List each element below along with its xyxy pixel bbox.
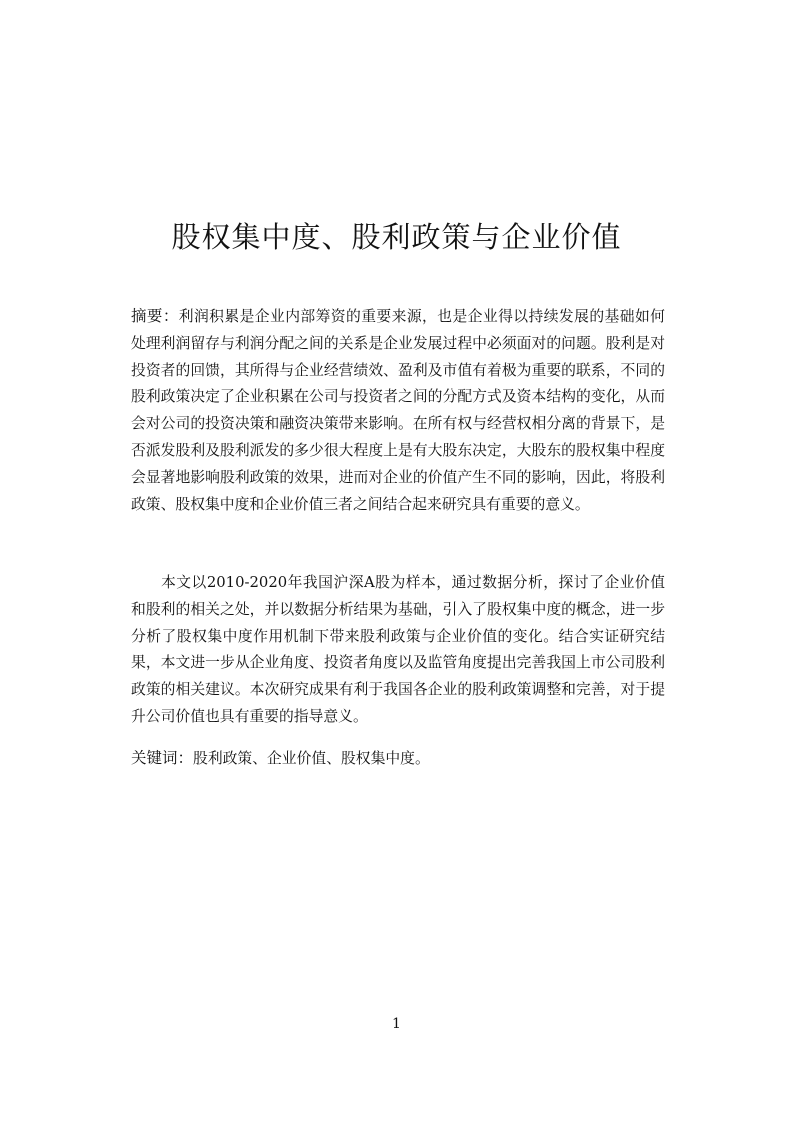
keywords-label: 关键词： — [131, 749, 194, 767]
page-number: 1 — [392, 1016, 401, 1032]
keywords-text: 股利政策、企业价值、股权集中度。 — [193, 750, 430, 767]
abstract-paragraph — [131, 303, 665, 518]
abstract-paragraph-2: 本文以2010-2020年我国沪深A股为样本，通过数据分析，探讨了企业价值和股利的相关之处，并以数据分析结果为基础，引入了股权集中度的概念，进一步分析了股权集中度作用机制下带来股利政策与企业价值的变化。结合实证研究结果，本文进一步从企业角度、投资者角度以及监管角度提出完善我国上市公司股利政策的相关建议。本次研究成果有利于我国各企业的股利政策调整和完善，对于提升公司价值也具有重要的指导意义。 — [131, 574, 665, 725]
keywords-line — [131, 745, 665, 773]
page-title: 股权集中度、股利政策与企业价值 — [171, 220, 622, 254]
abstract-text: 利润积累是企业内部筹资的重要来源，也是企业得以持续发展的基础如何处理利润留存与利润分配之间的关系是企业发展过程中必须面对的问题。股利是对投资者的回馈，其所得与企业经营绩效、盈利及市值有着极为重要的联系，不同的股利政策决定了企业积累在公司与投资者之间的分配方式及资本结构的变化，从而会对公司的投资决策和融资决策带来影响。在所有权与经营权相分离的背景下，是否派发股利及股利派发的多少很大程度上是有大股东决定，大股东的股权集中程度会显著地影响股利政策的效果，进而对企业的价值产生不同的影响，因此，将股利政策、股权集中度和企业价值三者之间结合起来研究具有重要的意义。 — [131, 308, 665, 513]
abstract-label: 摘要： — [131, 307, 179, 325]
